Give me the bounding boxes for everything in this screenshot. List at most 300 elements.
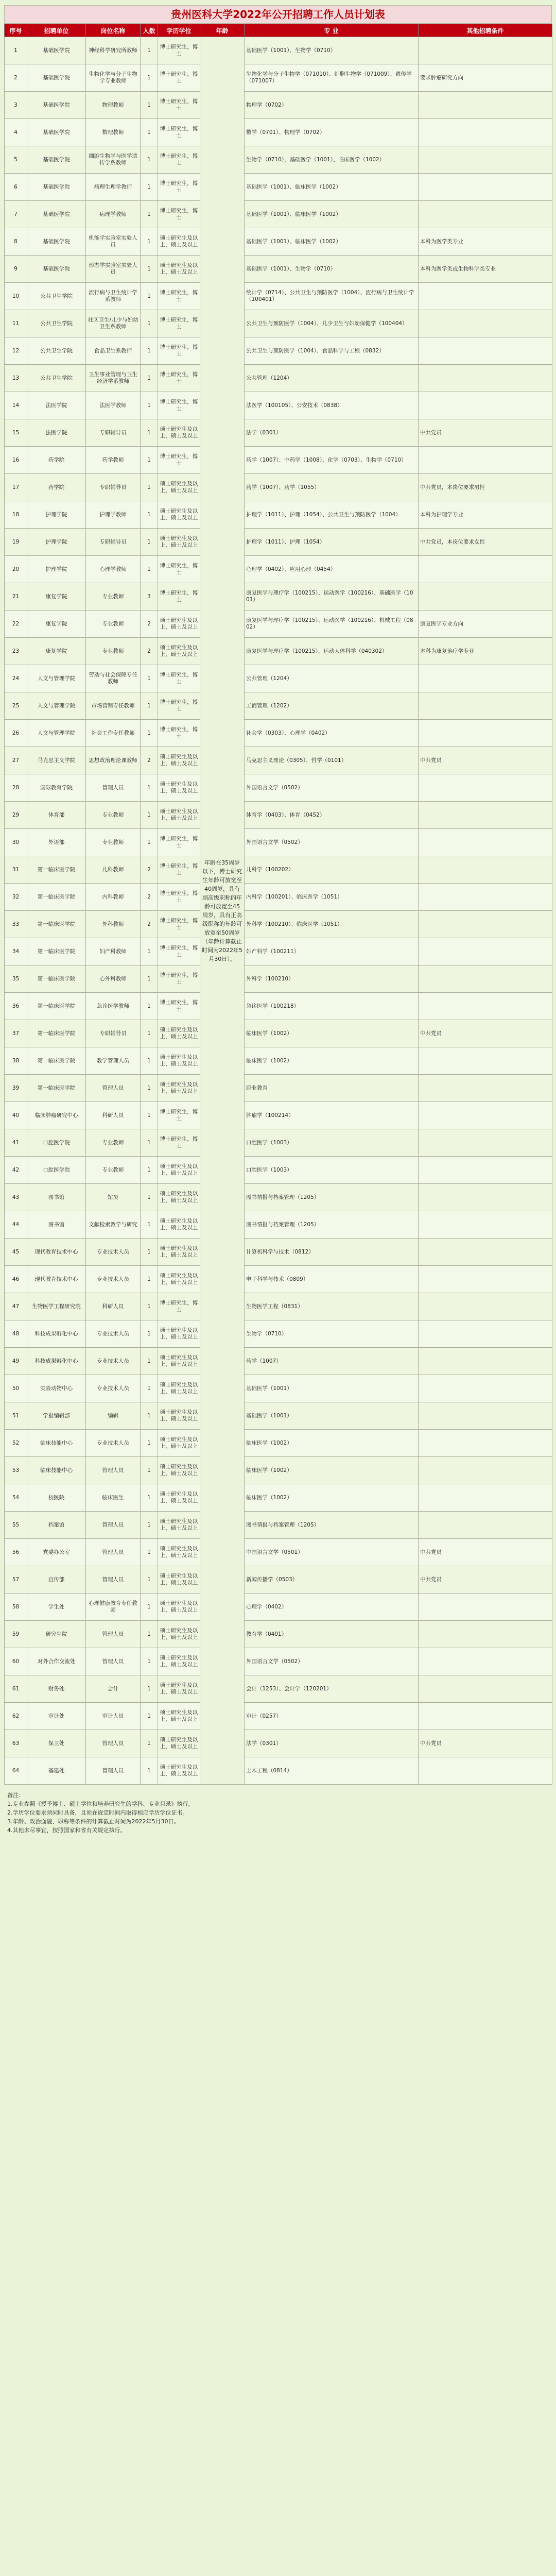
cell-degree: 硕士研究生及以上，硕士及以上 [158, 1539, 200, 1566]
cell-other-conditions [419, 174, 552, 201]
cell-no: 13 [5, 365, 27, 392]
cell-post: 专职辅导员 [86, 529, 141, 556]
header-other: 其他招聘条件 [419, 24, 552, 37]
cell-count: 1 [141, 802, 158, 829]
cell-other-conditions [419, 965, 552, 993]
cell-count: 1 [141, 1129, 158, 1157]
cell-count: 1 [141, 256, 158, 283]
cell-major: 公共卫生与预防医学（1004）、食品科学与工程（0832） [245, 337, 419, 365]
cell-other-conditions [419, 884, 552, 911]
cell-major: 基础医学（1001）、临床医学（1002） [245, 201, 419, 228]
cell-other-conditions: 中共党员 [419, 419, 552, 447]
cell-unit: 护理学院 [27, 501, 86, 529]
cell-post: 专职辅导员 [86, 419, 141, 447]
table-row [5, 856, 552, 884]
cell-unit: 临床技能中心 [27, 1457, 86, 1484]
cell-unit: 基建处 [27, 1757, 86, 1785]
cell-major: 临床医学（1002） [245, 1047, 419, 1075]
cell-major: 心理学（0402） [245, 1594, 419, 1621]
cell-unit: 公共卫生学院 [27, 310, 86, 337]
cell-degree: 硕士研究生及以上，硕士及以上 [158, 529, 200, 556]
cell-unit: 基础医学院 [27, 92, 86, 119]
cell-major: 临床医学（1002） [245, 1020, 419, 1047]
cell-unit: 第一临床医学院 [27, 1020, 86, 1047]
cell-no: 57 [5, 1566, 27, 1594]
cell-major: 康复医学与理疗学（100215）、运动医学（100216）、基础医学（1001） [245, 583, 419, 611]
cell-no: 61 [5, 1675, 27, 1703]
cell-major: 审计（0257） [245, 1703, 419, 1730]
cell-other-conditions [419, 583, 552, 611]
table-row [5, 1075, 552, 1102]
cell-post: 急诊医学教师 [86, 993, 141, 1020]
table-row [5, 774, 552, 802]
header-count: 人数 [141, 24, 158, 37]
cell-no: 36 [5, 993, 27, 1020]
cell-count: 2 [141, 638, 158, 665]
cell-no: 45 [5, 1239, 27, 1266]
cell-degree: 博士研究生，博士 [158, 92, 200, 119]
cell-unit: 实验动物中心 [27, 1375, 86, 1402]
cell-degree: 硕士研究生及以上，硕士及以上 [158, 1157, 200, 1184]
cell-other-conditions [419, 1239, 552, 1266]
table-row [5, 747, 552, 774]
cell-major: 口腔医学（1003） [245, 1129, 419, 1157]
cell-no: 56 [5, 1539, 27, 1566]
cell-other-conditions [419, 829, 552, 856]
table-row [5, 965, 552, 993]
cell-other-conditions [419, 1457, 552, 1484]
cell-unit: 基础医学院 [27, 119, 86, 146]
table-row [5, 92, 552, 119]
cell-degree: 博士研究生，博士 [158, 1102, 200, 1129]
table-row [5, 392, 552, 419]
cell-major: 妇产科学（100211） [245, 938, 419, 965]
cell-no: 16 [5, 447, 27, 474]
cell-no: 40 [5, 1102, 27, 1129]
cell-degree: 硕士研究生及以上，硕士及以上 [158, 802, 200, 829]
table-row [5, 993, 552, 1020]
cell-no: 34 [5, 938, 27, 965]
cell-post: 市场营销专任教师 [86, 692, 141, 720]
cell-major: 急诊医学（100218） [245, 993, 419, 1020]
cell-no: 60 [5, 1648, 27, 1675]
cell-post: 食品卫生系教师 [86, 337, 141, 365]
cell-unit: 保卫处 [27, 1730, 86, 1757]
cell-other-conditions [419, 556, 552, 583]
cell-unit: 人文与管理学院 [27, 692, 86, 720]
cell-count: 1 [141, 1566, 158, 1594]
header-age: 年龄 [200, 24, 245, 37]
cell-other-conditions [419, 692, 552, 720]
cell-unit: 口腔医学院 [27, 1129, 86, 1157]
table-row [5, 1266, 552, 1293]
cell-post: 管理人员 [86, 1566, 141, 1594]
cell-count: 1 [141, 392, 158, 419]
cell-post: 会计 [86, 1675, 141, 1703]
cell-count: 2 [141, 911, 158, 938]
table-row [5, 1211, 552, 1239]
cell-degree: 硕士研究生及以上，硕士及以上 [158, 1757, 200, 1785]
cell-count: 1 [141, 1539, 158, 1566]
table-row [5, 419, 552, 447]
table-row [5, 1594, 552, 1621]
cell-degree: 硕士研究生及以上，硕士及以上 [158, 1266, 200, 1293]
cell-count: 1 [141, 1675, 158, 1703]
cell-unit: 基础医学院 [27, 256, 86, 283]
cell-no: 35 [5, 965, 27, 993]
cell-no: 63 [5, 1730, 27, 1757]
cell-major: 土木工程（0814） [245, 1757, 419, 1785]
cell-post: 细胞生物学与医学遗传学系教师 [86, 146, 141, 174]
cell-post: 机能学实验室实验人员 [86, 228, 141, 256]
cell-other-conditions [419, 365, 552, 392]
cell-major: 会计（1253）、会计学（120201） [245, 1675, 419, 1703]
cell-degree: 硕士研究生及以上，硕士及以上 [158, 474, 200, 501]
cell-degree: 博士研究生，博士 [158, 365, 200, 392]
cell-count: 1 [141, 474, 158, 501]
note-line: 4.其他未尽事宜，按照国家和省有关规定执行。 [7, 1827, 126, 1834]
cell-count: 1 [141, 365, 158, 392]
cell-post: 科研人员 [86, 1102, 141, 1129]
cell-no: 28 [5, 774, 27, 802]
cell-count: 1 [141, 1075, 158, 1102]
table-row [5, 611, 552, 638]
cell-other-conditions [419, 1075, 552, 1102]
cell-post: 文献检索教学与研究 [86, 1211, 141, 1239]
cell-other-conditions [419, 720, 552, 747]
cell-no: 20 [5, 556, 27, 583]
cell-other-conditions: 中共党员 [419, 747, 552, 774]
cell-other-conditions [419, 1184, 552, 1211]
cell-other-conditions: 中共党员，本岗位要求女性 [419, 529, 552, 556]
cell-degree: 硕士研究生及以上，硕士及以上 [158, 228, 200, 256]
cell-post: 数理教师 [86, 119, 141, 146]
cell-unit: 护理学院 [27, 529, 86, 556]
table-row [5, 638, 552, 665]
table-row [5, 1484, 552, 1512]
cell-major: 康复医学与理疗学（100215）、运动医学（100216）、机械工程（0802） [245, 611, 419, 638]
cell-other-conditions [419, 1102, 552, 1129]
cell-no: 47 [5, 1293, 27, 1320]
cell-other-conditions [419, 1402, 552, 1430]
cell-other-conditions [419, 1757, 552, 1785]
cell-post: 病理学教师 [86, 201, 141, 228]
cell-other-conditions [419, 1484, 552, 1512]
header-degree: 学历学位 [158, 24, 200, 37]
table-row [5, 1512, 552, 1539]
cell-other-conditions [419, 283, 552, 310]
cell-degree: 硕士研究生及以上，硕士及以上 [158, 1594, 200, 1621]
table-row [5, 911, 552, 938]
cell-count: 1 [141, 337, 158, 365]
table-row [5, 1157, 552, 1184]
cell-post: 临床医生 [86, 1484, 141, 1512]
table-row [5, 1457, 552, 1484]
table-row [5, 938, 552, 965]
cell-count: 1 [141, 1757, 158, 1785]
cell-count: 2 [141, 884, 158, 911]
table-row [5, 1757, 552, 1785]
cell-count: 1 [141, 228, 158, 256]
cell-degree: 博士研究生，博士 [158, 965, 200, 993]
table-row [5, 556, 552, 583]
cell-degree: 博士研究生，博士 [158, 310, 200, 337]
cell-unit: 财务处 [27, 1675, 86, 1703]
cell-unit: 科技成果孵化中心 [27, 1320, 86, 1348]
cell-major: 基础医学（1001）、临床医学（1002） [245, 228, 419, 256]
cell-no: 5 [5, 146, 27, 174]
cell-degree: 博士研究生，博士 [158, 993, 200, 1020]
table-row [5, 474, 552, 501]
cell-degree: 博士研究生，博士 [158, 37, 200, 64]
cell-degree: 博士研究生，博士 [158, 1293, 200, 1320]
cell-count: 1 [141, 1594, 158, 1621]
cell-count: 1 [141, 1239, 158, 1266]
table-row [5, 365, 552, 392]
table-row [5, 884, 552, 911]
cell-major: 基础医学（1001）、生物学（0710） [245, 37, 419, 64]
cell-count: 1 [141, 1621, 158, 1648]
cell-count: 1 [141, 692, 158, 720]
cell-count: 1 [141, 1047, 158, 1075]
table-row [5, 337, 552, 365]
cell-no: 4 [5, 119, 27, 146]
cell-count: 1 [141, 501, 158, 529]
cell-degree: 博士研究生，博士 [158, 392, 200, 419]
cell-degree: 硕士研究生及以上，硕士及以上 [158, 1566, 200, 1594]
cell-other-conditions [419, 447, 552, 474]
cell-post: 管理人员 [86, 1621, 141, 1648]
cell-major: 外科学（100210） [245, 965, 419, 993]
table-row [5, 802, 552, 829]
cell-degree: 硕士研究生及以上，硕士及以上 [158, 1239, 200, 1266]
cell-other-conditions [419, 1594, 552, 1621]
cell-degree: 硕士研究生及以上，硕士及以上 [158, 1730, 200, 1757]
table-row [5, 1047, 552, 1075]
cell-major: 新闻传播学（0503） [245, 1566, 419, 1594]
cell-degree: 硕士研究生及以上，硕士及以上 [158, 1075, 200, 1102]
cell-major: 生物化学与分子生物学（071010）、细胞生物学（071009）、遗传学（071007） [245, 64, 419, 92]
cell-count: 1 [141, 529, 158, 556]
cell-other-conditions: 中共党员 [419, 1566, 552, 1594]
cell-count: 1 [141, 447, 158, 474]
cell-major: 药学（1007）、药学（1055） [245, 474, 419, 501]
cell-count: 3 [141, 583, 158, 611]
cell-other-conditions [419, 310, 552, 337]
cell-unit: 第一临床医学院 [27, 884, 86, 911]
cell-unit: 马克思主义学院 [27, 747, 86, 774]
cell-post: 社会工作专任教师 [86, 720, 141, 747]
cell-no: 41 [5, 1129, 27, 1157]
table-row [5, 1129, 552, 1157]
cell-other-conditions [419, 1211, 552, 1239]
cell-unit: 第一临床医学院 [27, 1047, 86, 1075]
cell-degree: 硕士研究生及以上，硕士及以上 [158, 638, 200, 665]
table-row [5, 256, 552, 283]
cell-count: 1 [141, 720, 158, 747]
cell-unit: 生物医学工程研究院 [27, 1293, 86, 1320]
cell-post: 管理人员 [86, 774, 141, 802]
cell-degree: 硕士研究生及以上，硕士及以上 [158, 747, 200, 774]
cell-other-conditions [419, 1430, 552, 1457]
cell-no: 53 [5, 1457, 27, 1484]
cell-degree: 博士研究生，博士 [158, 665, 200, 692]
table-row [5, 1566, 552, 1594]
cell-no: 9 [5, 256, 27, 283]
cell-post: 神经科学研究所教师 [86, 37, 141, 64]
cell-major: 中国语言文学（0501） [245, 1539, 419, 1566]
cell-count: 1 [141, 1457, 158, 1484]
cell-unit: 人文与管理学院 [27, 720, 86, 747]
cell-post: 专业技术人员 [86, 1430, 141, 1457]
cell-degree: 博士研究生，博士 [158, 856, 200, 884]
cell-count: 1 [141, 119, 158, 146]
cell-unit: 康复学院 [27, 638, 86, 665]
cell-major: 物理学（0702） [245, 92, 419, 119]
cell-degree: 硕士研究生及以上，硕士及以上 [158, 1484, 200, 1512]
notes-list [7, 1800, 549, 1835]
cell-post: 护理学教师 [86, 501, 141, 529]
cell-no: 29 [5, 802, 27, 829]
cell-post: 管理人员 [86, 1757, 141, 1785]
cell-no: 59 [5, 1621, 27, 1648]
cell-unit: 体育部 [27, 802, 86, 829]
cell-post: 专业技术人员 [86, 1348, 141, 1375]
cell-degree: 博士研究生，博士 [158, 556, 200, 583]
cell-degree: 博士研究生，博士 [158, 829, 200, 856]
cell-major: 康复医学与理疗学（100215）、运动人体科学（040302） [245, 638, 419, 665]
cell-post: 专业教师 [86, 802, 141, 829]
cell-post: 社区卫生/儿少与妇幼卫生系教师 [86, 310, 141, 337]
cell-count: 1 [141, 174, 158, 201]
cell-other-conditions [419, 1512, 552, 1539]
cell-major: 公共管理（1204） [245, 665, 419, 692]
cell-major: 电子科学与技术（0809） [245, 1266, 419, 1293]
cell-no: 39 [5, 1075, 27, 1102]
table-row [5, 1184, 552, 1211]
cell-no: 30 [5, 829, 27, 856]
cell-unit: 基础医学院 [27, 174, 86, 201]
cell-major: 公共卫生与预防医学（1004）、儿少卫生与妇幼保健学（100404） [245, 310, 419, 337]
table-row [5, 174, 552, 201]
cell-unit: 公共卫生学院 [27, 365, 86, 392]
cell-degree: 硕士研究生及以上，硕士及以上 [158, 1348, 200, 1375]
cell-unit: 学报编辑部 [27, 1402, 86, 1430]
cell-no: 55 [5, 1512, 27, 1539]
notes-section [4, 1791, 552, 1835]
cell-degree: 硕士研究生及以上，硕士及以上 [158, 774, 200, 802]
cell-count: 1 [141, 1430, 158, 1457]
cell-count: 2 [141, 747, 158, 774]
cell-degree: 硕士研究生及以上，硕士及以上 [158, 611, 200, 638]
cell-no: 15 [5, 419, 27, 447]
cell-count: 1 [141, 146, 158, 174]
cell-unit: 校医院 [27, 1484, 86, 1512]
cell-degree: 硕士研究生及以上，硕士及以上 [158, 1648, 200, 1675]
cell-count: 1 [141, 1157, 158, 1184]
cell-count: 1 [141, 1402, 158, 1430]
cell-other-conditions: 本科为护理学专业 [419, 501, 552, 529]
cell-unit: 第一临床医学院 [27, 938, 86, 965]
cell-major: 法医学（100105）、公安技术（0838） [245, 392, 419, 419]
cell-unit: 基础医学院 [27, 228, 86, 256]
cell-unit: 第一临床医学院 [27, 911, 86, 938]
cell-count: 1 [141, 829, 158, 856]
cell-unit: 法医学院 [27, 419, 86, 447]
cell-post: 管理人员 [86, 1730, 141, 1757]
table-row [5, 1621, 552, 1648]
cell-other-conditions [419, 993, 552, 1020]
cell-major: 图书情报与档案管理（1205） [245, 1512, 419, 1539]
cell-other-conditions [419, 1047, 552, 1075]
cell-count: 1 [141, 310, 158, 337]
cell-unit: 人文与管理学院 [27, 665, 86, 692]
cell-degree: 博士研究生，博士 [158, 938, 200, 965]
cell-count: 1 [141, 64, 158, 92]
cell-major: 教育学（0401） [245, 1621, 419, 1648]
cell-count: 1 [141, 1348, 158, 1375]
cell-degree: 博士研究生，博士 [158, 1129, 200, 1157]
cell-major: 职业教育 [245, 1075, 419, 1102]
cell-unit: 口腔医学院 [27, 1157, 86, 1184]
cell-degree: 博士研究生，博士 [158, 337, 200, 365]
cell-no: 8 [5, 228, 27, 256]
cell-other-conditions [419, 1648, 552, 1675]
table-row [5, 228, 552, 256]
cell-other-conditions [419, 802, 552, 829]
cell-no: 7 [5, 201, 27, 228]
cell-unit: 护理学院 [27, 556, 86, 583]
cell-degree: 硕士研究生及以上，硕士及以上 [158, 256, 200, 283]
cell-no: 49 [5, 1348, 27, 1375]
cell-other-conditions [419, 774, 552, 802]
cell-no: 18 [5, 501, 27, 529]
cell-post: 专业技术人员 [86, 1375, 141, 1402]
cell-no: 14 [5, 392, 27, 419]
cell-post: 专业教师 [86, 1157, 141, 1184]
cell-post: 编辑 [86, 1402, 141, 1430]
note-line: 3.年龄、政治面貌、职称等条件的计算截止时间为2022年5月30日。 [7, 1818, 180, 1825]
cell-unit: 档案馆 [27, 1512, 86, 1539]
cell-other-conditions [419, 201, 552, 228]
header-no: 序号 [5, 24, 27, 37]
table-row [5, 447, 552, 474]
table-row [5, 64, 552, 92]
cell-no: 58 [5, 1594, 27, 1621]
cell-age-condition: 年龄在35周岁以下，博士研究生年龄可放宽至40周岁，具有副高级职称的年龄可放宽至45周岁，具有正高级职称的年龄可放宽至50周岁（年龄计算截止时间为2022年5月30日）。 [200, 37, 245, 1785]
cell-other-conditions: 要求肿瘤研究方向 [419, 64, 552, 92]
cell-degree: 硕士研究生及以上，硕士及以上 [158, 1512, 200, 1539]
cell-no: 12 [5, 337, 27, 365]
cell-no: 54 [5, 1484, 27, 1512]
cell-no: 23 [5, 638, 27, 665]
cell-other-conditions [419, 1320, 552, 1348]
cell-count: 1 [141, 1703, 158, 1730]
cell-major: 数学（0701）、物理学（0702） [245, 119, 419, 146]
cell-unit: 基础医学院 [27, 37, 86, 64]
cell-no: 64 [5, 1757, 27, 1785]
cell-degree: 硕士研究生及以上，硕士及以上 [158, 1047, 200, 1075]
cell-count: 2 [141, 856, 158, 884]
cell-other-conditions [419, 146, 552, 174]
cell-major: 基础医学（1001） [245, 1375, 419, 1402]
cell-post: 专业教师 [86, 583, 141, 611]
table-row [5, 37, 552, 64]
cell-unit: 康复学院 [27, 611, 86, 638]
cell-major: 外国语言文学（0502） [245, 829, 419, 856]
cell-unit: 图书馆 [27, 1184, 86, 1211]
header-major: 专 业 [245, 24, 419, 37]
